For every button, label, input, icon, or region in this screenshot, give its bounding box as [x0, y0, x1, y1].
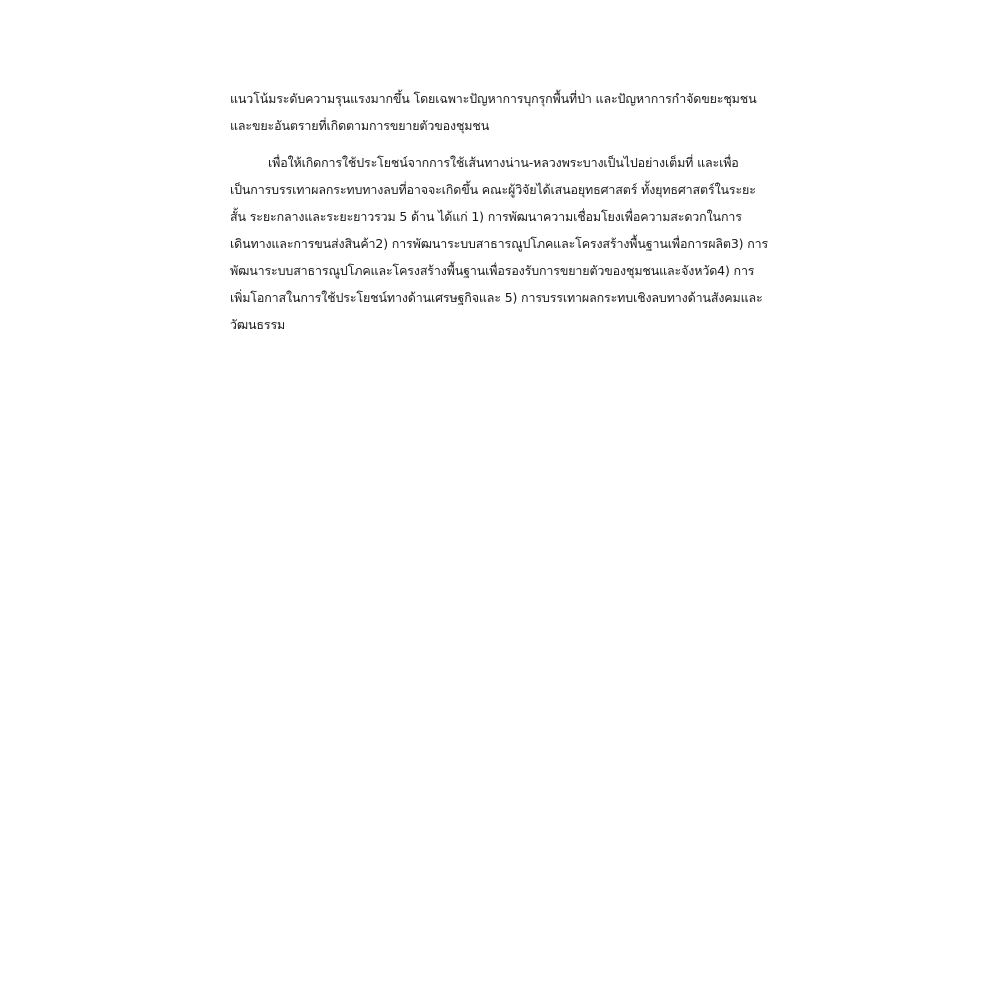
body-text — [230, 85, 775, 338]
text-line-indented: เพื่อให้เกิดการใช้ประโยชน์จากการใช้เส้นทางน่าน-หลวงพระบางเป็นไปอย่างเต็มที่ และเพื่อ — [268, 155, 739, 170]
text-line: เดินทางและการขนส่งสินค้า2) การพัฒนาระบบสาธารณูปโภคและโครงสร้างพื้นฐานเพื่อการผลิต3) การ — [230, 236, 769, 251]
text-line: และขยะอันตรายที่เกิดตามการขยายตัวของชุมชน — [230, 118, 490, 133]
text-line: วัฒนธรรม — [230, 317, 286, 332]
text-line: พัฒนาระบบสาธารณูปโภคและโครงสร้างพื้นฐานเพื่อรองรับการขยายตัวของชุมชนและจังหวัด4) การ — [230, 263, 755, 278]
text-line: แนวโน้มระดับความรุนแรงมากขึ้น โดยเฉพาะปัญหาการบุกรุกพื้นที่ป่า และปัญหาการกำจัดขยะชุมชน — [230, 91, 757, 106]
text-line: เป็นการบรรเทาผลกระทบทางลบที่อาจจะเกิดขึ้น คณะผู้วิจัยได้เสนอยุทธศาสตร์ ทั้งยุทธศาสตร์ในระยะ — [230, 182, 756, 197]
text-line: เพิ่มโอกาสในการใช้ประโยชน์ทางด้านเศรษฐกิจและ 5) การบรรเทาผลกระทบเชิงลบทางด้านสังคมและ — [230, 290, 763, 305]
text-line: สั้น ระยะกลางและระยะยาวรวม 5 ด้าน ได้แก่ 1) การพัฒนาความเชื่อมโยงเพื่อความสะดวกในการ — [230, 209, 742, 224]
paragraph-2 — [230, 149, 775, 338]
paragraph-1 — [230, 85, 775, 139]
paragraph-gap — [230, 139, 775, 149]
